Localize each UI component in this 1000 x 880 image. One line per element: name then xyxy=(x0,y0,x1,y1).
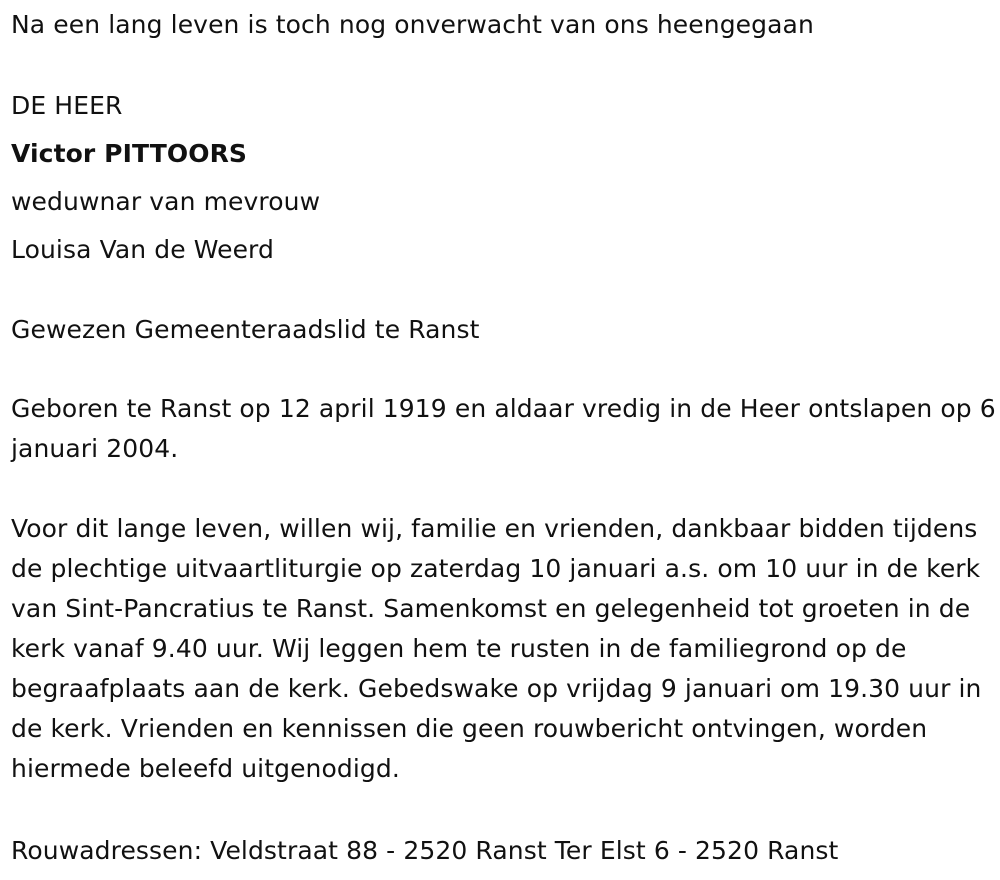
addresses-line: Rouwadressen: Veldstraat 88 - 2520 Ranst Ter Elst 6 - 2520 Ranst xyxy=(11,836,839,865)
intro-text: Na een lang leven is toch nog onverwacht van ons heengegaan xyxy=(11,10,814,39)
birth-death-paragraph: Geboren te Ranst op 12 april 1919 en aldaar vredig in de Heer ontslapen op 6 januari 2004. xyxy=(11,394,996,463)
spouse-name: Louisa Van de Weerd xyxy=(11,235,274,264)
deceased-name: Victor PITTOORS xyxy=(11,139,248,168)
role-text: Gewezen Gemeenteraadslid te Ranst xyxy=(11,315,480,344)
relation-text: weduwnar van mevrouw xyxy=(11,187,321,216)
ceremony-paragraph: Voor dit lange leven, willen wij, familie en vrienden, dankbaar bidden tijdens de plechtige uitvaartliturgie op zaterdag 10 januari a.s. om 10 uur in de kerk van Sint-Pancratius te Ranst. Samenkomst en gelegenheid tot groeten in de kerk vanaf 9.40 uur. Wij leggen hem te rusten in de familiegrond op de begraafplaats aan de kerk. Gebedswake op vrijdag 9 januari om 19.30 uur in de kerk. Vrienden en kennissen die geen rouwbericht ontvingen, worden hiermede beleefd uitgenodigd. xyxy=(11,514,982,783)
honorific-title: DE HEER xyxy=(11,91,123,120)
